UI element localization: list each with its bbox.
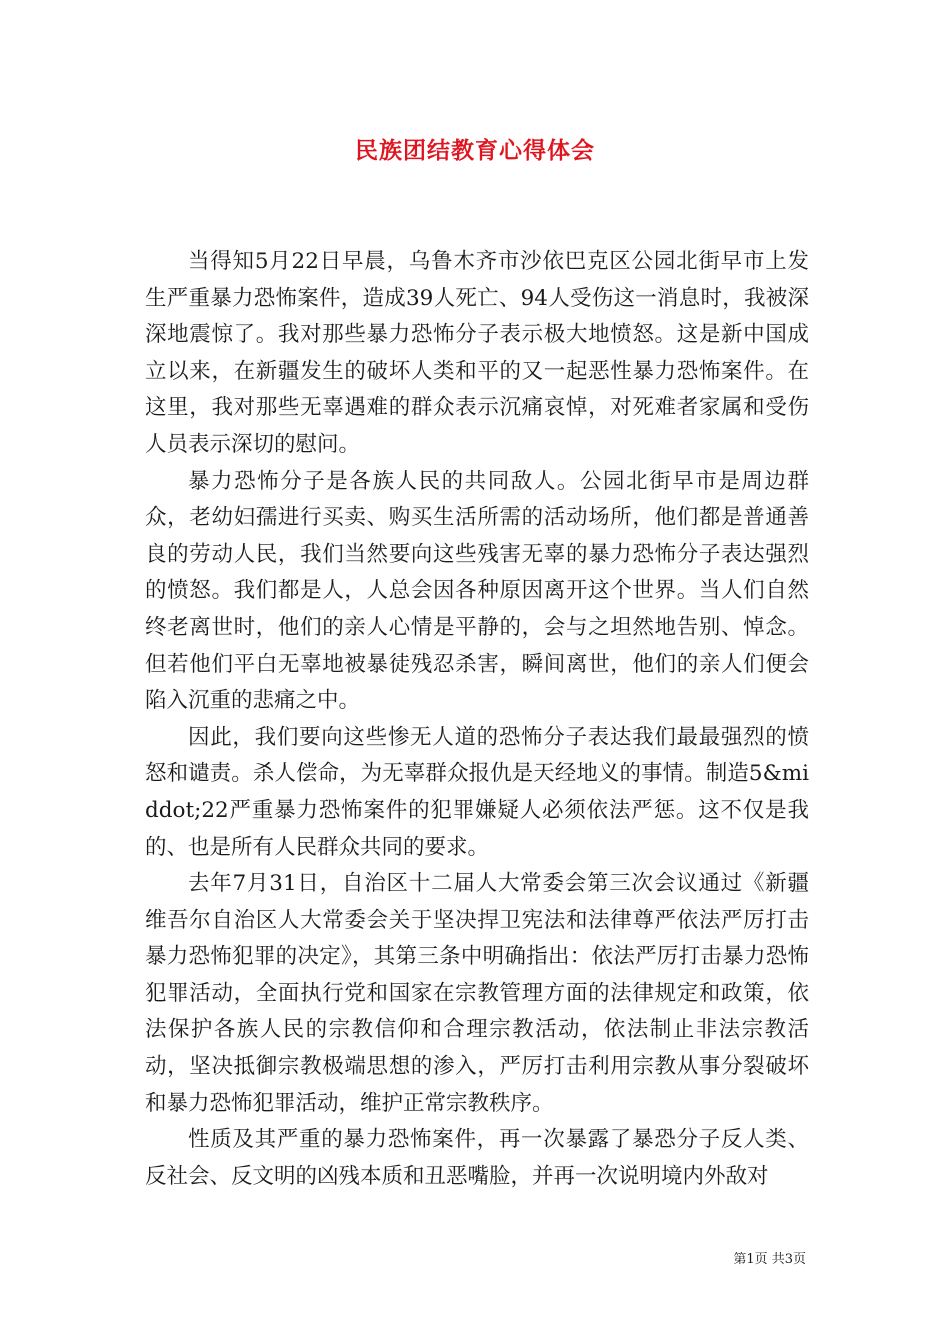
paragraph-2: 暴力恐怖分子是各族人民的共同敌人。公园北街早市是周边群众，老幼妇孺进行买卖、购买生活所需的活动场所，他们都是普通善良的劳动人民，我们当然要向这些残害无辜的暴力恐怖分子表达强烈的愤怒。我们都是人，人总会因各种原因离开这个世界。当人们自然终老离世时，他们的亲人心情是平静的，会与之坦然地告别、悼念。但若他们平白无辜地被暴徒残忍杀害，瞬间离世，他们的亲人们便会陷入沉重的悲痛之中。 bbox=[145, 468, 809, 714]
paragraph-1: 当得知5月22日早晨，乌鲁木齐市沙依巴克区公园北街早市上发生严重暴力恐怖案件，造成39人死亡、94人受伤这一消息时，我被深深地震惊了。我对那些暴力恐怖分子表示极大地愤怒。这是新中国成立以来，在新疆发生的破坏人类和平的又一起恶性暴力恐怖案件。在这里，我对那些无辜遇难的群众表示沉痛哀悼，对死难者家属和受伤人员表示深切的慰问。 bbox=[145, 249, 809, 457]
paragraph-3: 因此，我们要向这些惨无人道的恐怖分子表达我们最最强烈的愤怒和谴责。杀人偿命，为无辜群众报仇是天经地义的事情。制造5&middot;22严重暴力恐怖案件的犯罪嫌疑人必须依法严惩。这不仅是我的、也是所有人民群众共同的要求。 bbox=[145, 724, 809, 860]
paragraph-5: 性质及其严重的暴力恐怖案件，再一次暴露了暴恐分子反人类、反社会、反文明的凶残本质和丑恶嘴脸，并再一次说明境内外敌对 bbox=[145, 1127, 809, 1189]
document-body bbox=[145, 244, 809, 1195]
paragraph-4: 去年7月31日，自治区十二届人大常委会第三次会议通过《新疆维吾尔自治区人大常委会关于坚决捍卫宪法和法律尊严依法严厉打击暴力恐怖犯罪的决定》，其第三条中明确指出：依法严厉打击暴力恐怖犯罪活动，全面执行党和国家在宗教管理方面的法律规定和政策，依法保护各族人民的宗教信仰和合理宗教活动，依法制止非法宗教活动，坚决抵御宗教极端思想的渗入，严厉打击利用宗教从事分裂破坏和暴力恐怖犯罪活动，维护正常宗教秩序。 bbox=[145, 871, 809, 1116]
document-title: 民族团结教育心得体会 bbox=[355, 137, 595, 164]
page-number-footer: 第1页 共3页 bbox=[733, 1252, 806, 1267]
